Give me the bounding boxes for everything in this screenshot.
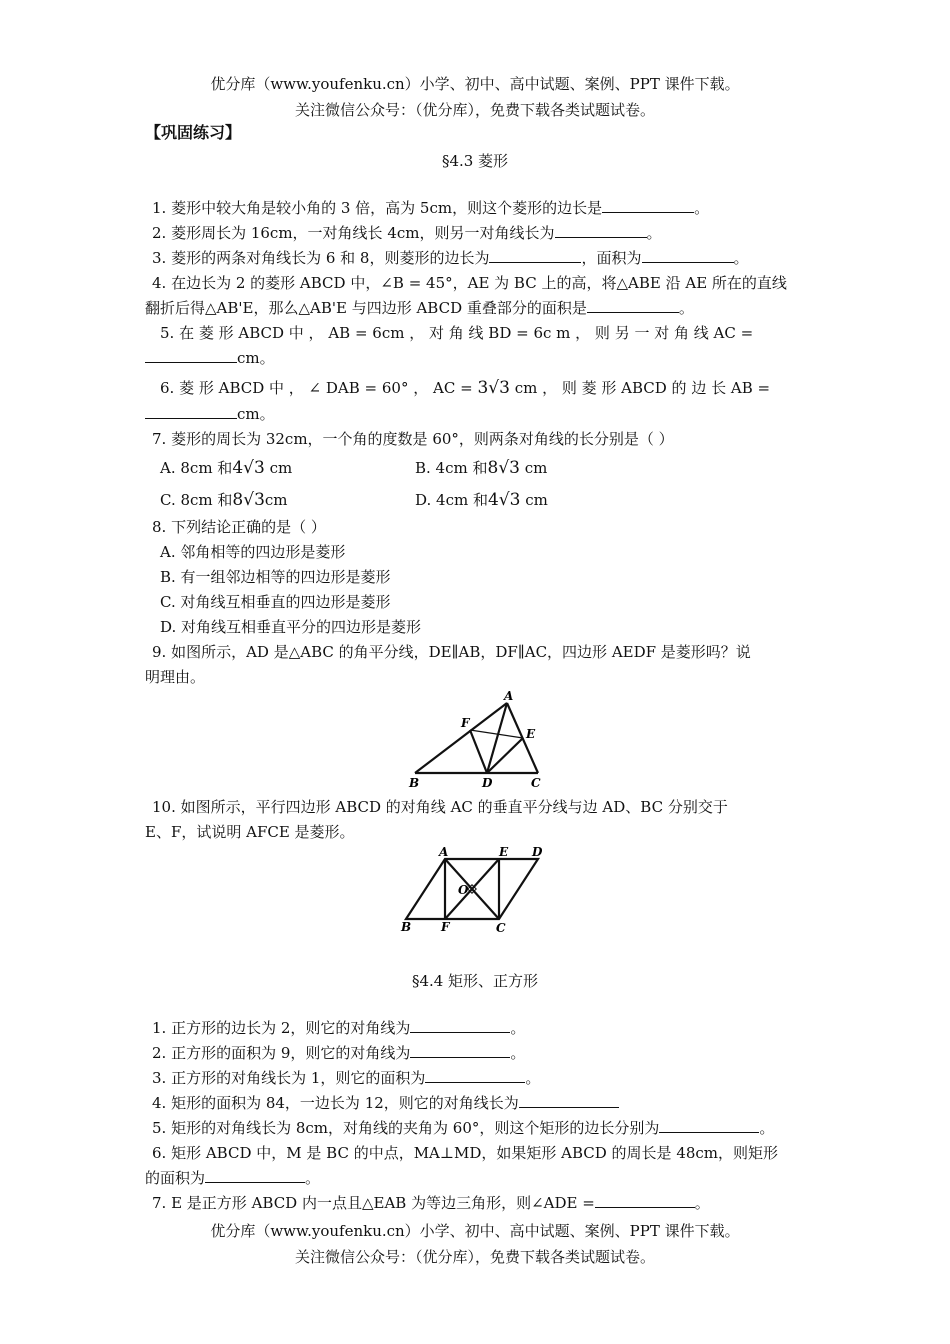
question-5-line-1: 5. 在 菱 形 ABCD 中 ， AB = 6cm ， 对 角 线 BD = 6c m ， 则 另 一 对 角 线 AC = (160, 324, 754, 342)
figure-triangle-abc (405, 690, 550, 790)
s2-question-2: 2. 正方形的面积为 9，则它的对角线为 。 (152, 1044, 526, 1062)
answer-blank (587, 298, 679, 313)
label-f: F (441, 920, 450, 934)
question-8-option-c: C. 对角线互相垂直的四边形是菱形 (160, 593, 391, 611)
s2-question-5: 5. 矩形的对角线长为 8cm，对角线的夹角为 60°，则这个矩形的边长分别为 。 (152, 1119, 775, 1137)
s2-question-6-line-1: 6. 矩形 ABCD 中，M 是 BC 的中点，MA⊥MD，如果矩形 ABCD 的周长是 48cm，则矩形 (152, 1144, 779, 1162)
question-10-line-1: 10. 如图所示，平行四边形 ABCD 的对角线 AC 的垂直平分线与边 AD、BC 分别交于 (152, 798, 728, 816)
question-9-line-1: 9. 如图所示，AD 是△ABC 的角平分线，DE∥AB，DF∥AC，四边形 AEDF 是菱形吗？说 (152, 643, 751, 661)
label-c: C (496, 921, 506, 935)
question-4-line-1: 4. 在边长为 2 的菱形 ABCD 中，∠B = 45°，AE 为 BC 上的高，将△ABE 沿 AE 所在的直线 (152, 274, 787, 292)
section-title-rectangle-square: §4.4 矩形、正方形 (411, 972, 539, 990)
question-7-option-b: B. 4cm 和8√3 cm (415, 458, 548, 478)
question-7-option-c: C. 8cm 和8√3cm (160, 490, 288, 510)
label-d: D (482, 776, 493, 790)
question-4-line-2: 翻折后得△AB'E，那么△AB'E 与四边形 ABCD 重叠部分的面积是 。 (145, 299, 694, 317)
figure-parallelogram-abcd (398, 845, 550, 937)
question-6-line-2: cm。 (145, 404, 807, 424)
question-3: 3. 菱形的两条对角线长为 6 和 8，则菱形的边长为 ，面积为 。 (152, 249, 749, 267)
label-d: D (532, 845, 543, 859)
label-e: E (499, 845, 509, 859)
section-tag: 【巩固练习】 (145, 123, 242, 142)
s2-question-4: 4. 矩形的面积为 84，一边长为 12，则它的对角线长为 (152, 1093, 814, 1113)
answer-blank (489, 248, 581, 263)
answer-blank (145, 348, 237, 363)
question-7-option-a: A. 8cm 和4√3 cm (160, 458, 293, 478)
footer-line-1: 优分库（www.youfenku.cn）小学、初中、高中试题、案例、PPT 课件下载。 (210, 1222, 740, 1240)
label-e: E (526, 727, 536, 741)
answer-blank (205, 1168, 305, 1183)
answer-blank (425, 1068, 525, 1083)
answer-blank (595, 1193, 695, 1208)
header-line-1: 优分库（www.youfenku.cn）小学、初中、高中试题、案例、PPT 课件下载。 (210, 75, 740, 93)
segment-fd (470, 730, 487, 773)
answer-blank (410, 1043, 510, 1058)
answer-blank (410, 1018, 510, 1033)
label-a: A (504, 690, 514, 703)
segment-ab (415, 703, 507, 773)
answer-blank (519, 1093, 619, 1108)
question-8-option-d: D. 对角线互相垂直平分的四边形是菱形 (160, 618, 422, 636)
label-b: B (401, 920, 412, 934)
label-f: F (461, 716, 470, 730)
answer-blank (555, 223, 647, 238)
answer-blank (642, 248, 734, 263)
answer-blank (659, 1118, 759, 1133)
question-6-line-1: 6. 菱 形 ABCD 中 ， ∠ DAB = 60° ， AC = 3√3 cm ， 则 菱 形 ABCD 的 边 长 AB = (160, 378, 771, 398)
question-1: 1. 菱形中较大角是较小角的 3 倍，高为 5cm，则这个菱形的边长是 。 (152, 199, 710, 217)
section-title-rhombus: §4.3 菱形 (441, 152, 509, 170)
question-2: 2. 菱形周长为 16cm，一对角线长 4cm，则另一对角线长为 。 (152, 224, 662, 242)
label-c: C (531, 776, 541, 790)
s2-question-1: 1. 正方形的边长为 2，则它的对角线为 。 (152, 1019, 526, 1037)
question-5-line-2: cm。 (145, 348, 807, 368)
s2-question-6-line-2: 的面积为 。 (145, 1169, 321, 1187)
s2-question-7: 7. E 是正方形 ABCD 内一点且△EAB 为等边三角形，则∠ADE = 。 (152, 1194, 710, 1212)
question-8-option-b: B. 有一组邻边相等的四边形是菱形 (160, 568, 391, 586)
s2-question-3: 3. 正方形的对角线长为 1，则它的面积为 。 (152, 1069, 541, 1087)
question-8-option-a: A. 邻角相等的四边形是菱形 (160, 543, 346, 561)
header-line-2: 关注微信公众号：（优分库），免费下载各类试题试卷。 (294, 101, 655, 119)
question-10-line-2: E、F，试说明 AFCE 是菱形。 (145, 823, 355, 841)
answer-blank (145, 404, 237, 419)
question-8: 8. 下列结论正确的是（ ） (152, 518, 326, 536)
label-o: O (458, 883, 469, 897)
answer-blank (602, 198, 694, 213)
footer-line-2: 关注微信公众号：（优分库），免费下载各类试题试卷。 (294, 1248, 655, 1266)
label-a: A (439, 845, 449, 859)
label-b: B (409, 776, 420, 790)
question-7-option-d: D. 4cm 和4√3 cm (415, 490, 548, 510)
question-7: 7. 菱形的周长为 32cm，一个角的度数是 60°，则两条对角线的长分别是（ ） (152, 430, 674, 448)
question-9-line-2: 明理由。 (145, 668, 206, 686)
